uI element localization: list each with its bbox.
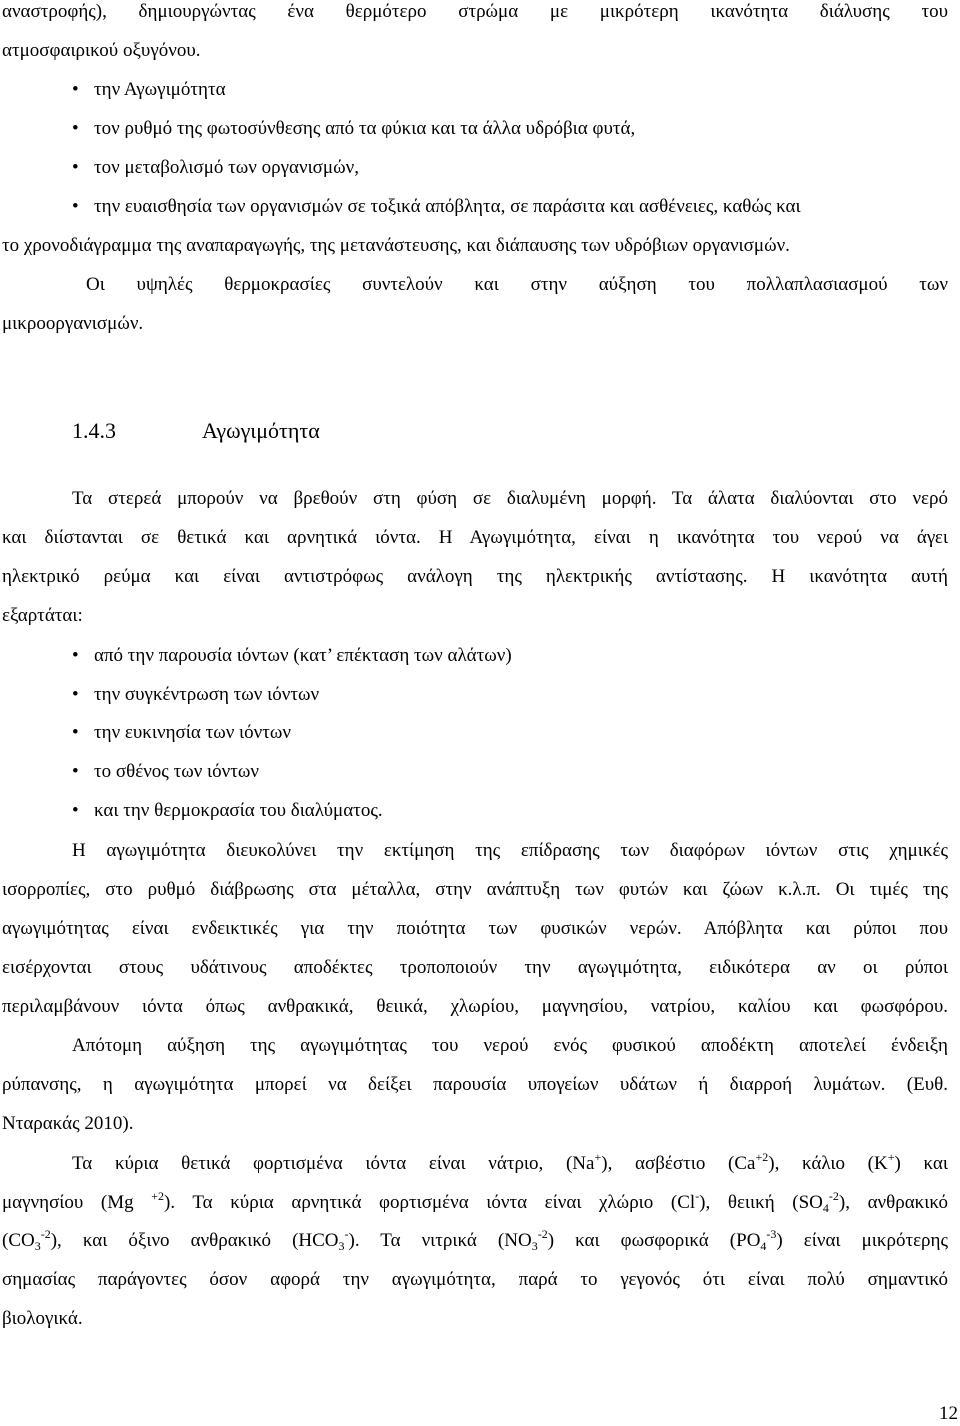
list-item: • την συγκέντρωση των ιόντων — [72, 684, 320, 705]
section-title: Αγωγιμότητα — [202, 418, 320, 443]
list-item: • και την θερμοκρασία του διαλύματος. — [72, 800, 383, 821]
intro-line-2: ατμοσφαιρικού οξυγόνου. — [2, 40, 201, 61]
facilitate-line-3: αγωγιμότητας είναι ενδεικτικές για την ποιότητα των φυσικών νερών. Απόβλητα και ρύποι που — [2, 918, 948, 939]
bullet-continuation: το χρονοδιάγραμμα της αναπαραγωγής, της μετανάστευσης, και διάπαυσης των υδρόβιων οργανισμών. — [2, 235, 790, 256]
list-item: • την ευαισθησία των οργανισμών σε τοξικά απόβλητα, σε παράσιτα και ασθένειες, καθώς και — [72, 196, 801, 217]
bullet-icon: • — [72, 196, 79, 217]
bullet-icon: • — [72, 118, 79, 139]
ions-line-1: Τα κύρια θετικά φορτισμένα ιόντα είναι νάτριο, (Na+), ασβέστιο $(Ca^{+2})$, κάλιο (K+) και — [72, 1150, 948, 1174]
list-item: • από την παρουσία ιόντων (κατ’ επέκταση των αλάτων) — [72, 645, 512, 666]
facilitate-line-1: Η αγωγιμότητα διευκολύνει την εκτίμηση της επίδρασης των διαφόρων ιόντων στις χημικές — [72, 840, 948, 861]
list-item: • το σθένος των ιόντων — [72, 761, 259, 782]
bullet-icon: • — [72, 722, 79, 743]
intro-line-1: αναστροφής), δημιουργώντας ένα θερμότερο στρώμα με μικρότερη ικανότητα διάλυσης του — [2, 1, 948, 22]
conductivity-line-2: και διίστανται σε θετικά και αρνητικά ιόντα. Η Αγωγιμότητα, είναι η ικανότητα του νερού να άγει — [2, 527, 948, 548]
sudden-line-3: Νταρακάς 2010). — [2, 1113, 134, 1134]
page-number: 12 — [939, 1403, 958, 1424]
facilitate-line-5: περιλαμβάνουν ιόντα όπως ανθρακικά, θειικά, χλωρίου, μαγνησίου, νατρίου, καλίου και φωσφόρου. — [2, 996, 948, 1017]
conductivity-line-4: εξαρτάται: — [2, 605, 83, 626]
ions-line-3: $(CO_3^{-2})$, και όξινο ανθρακικό $(HCO_3^-)$. Τα νιτρικά $(NO_3^{-2})$ και φωσφορικά $(PO_4^{-3})$ είναι μικρότερης — [2, 1227, 948, 1253]
bullet-icon: • — [72, 761, 79, 782]
ions-line-5: βιολογικά. — [2, 1308, 83, 1329]
temp-paragraph-line-2: μικροοργανισμών. — [2, 313, 144, 334]
facilitate-line-4: εισέρχονται στους υδάτινους αποδέκτες τροποποιούν την αγωγιμότητα, ειδικότερα αν οι ρύποι — [2, 957, 948, 978]
bullet-icon: • — [72, 684, 79, 705]
conductivity-line-3: ηλεκτρικό ρεύμα και είναι αντιστρόφως ανάλογη της ηλεκτρικής αντίστασης. Η ικανότητα αυτή — [2, 566, 948, 587]
section-heading — [72, 417, 320, 445]
sudden-line-1: Απότομη αύξηση της αγωγιμότητας του νερού ενός φυσικού αποδέκτη αποτελεί ένδειξη — [72, 1035, 948, 1056]
sudden-line-2: ρύπανσης, η αγωγιμότητα μπορεί να δείξει παρουσία υπογείων υδάτων ή διαρροή λυμάτων. (Ευθ. — [2, 1074, 948, 1095]
list-item: • την ευκινησία των ιόντων — [72, 722, 291, 743]
facilitate-line-2: ισορροπίες, στο ρυθμό διάβρωσης στα μέταλλα, στην ανάπτυξη των φυτών και ζώων κ.λ.π. Οι τιμές της — [2, 879, 948, 900]
bullet-icon: • — [72, 800, 79, 821]
ions-line-4: σημασίας παράγοντες όσον αφορά την αγωγιμότητα, παρά το γεγονός ότι είναι πολύ σημαντικό — [2, 1269, 948, 1290]
conductivity-line-1: Τα στερεά μπορούν να βρεθούν στη φύση σε διαλυμένη μορφή. Τα άλατα διαλύονται στο νερό — [72, 488, 948, 509]
list-item: • την Αγωγιμότητα — [72, 79, 226, 100]
bullet-icon: • — [72, 79, 79, 100]
list-item: • τον ρυθμό της φωτοσύνθεσης από τα φύκια και τα άλλα υδρόβια φυτά, — [72, 118, 636, 139]
list-item: • τον μεταβολισμό των οργανισμών, — [72, 157, 359, 178]
temp-paragraph-line-1: Οι υψηλές θερμοκρασίες συντελούν και στην αύξηση του πολλαπλασιασμού των — [86, 274, 948, 295]
section-number: 1.4.3 — [72, 418, 116, 443]
ions-line-2: μαγνησίου (Mg $^{+2}$). Τα κύρια αρνητικά φορτισμένα ιόντα είναι χλώριο (Cl-), θειική $(SO_4^{-2})$, ανθρακικό — [2, 1189, 948, 1215]
bullet-icon: • — [72, 157, 79, 178]
bullet-icon: • — [72, 645, 79, 666]
